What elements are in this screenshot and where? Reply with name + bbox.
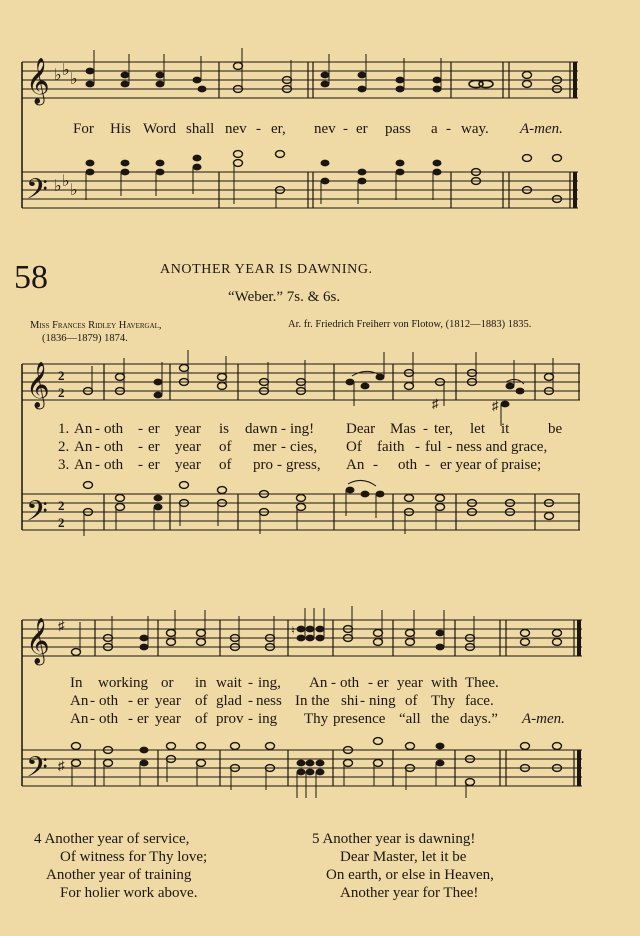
svg-text:𝄞: 𝄞 xyxy=(26,362,50,408)
lyric-syllable: days.” xyxy=(460,711,498,727)
svg-text:2: 2 xyxy=(58,515,65,530)
svg-text:♮: ♮ xyxy=(291,625,295,637)
stanza-number: 4 xyxy=(34,831,42,847)
lyric-syllable: way. xyxy=(461,121,489,137)
lyric-syllable: An xyxy=(70,693,89,709)
svg-text:2: 2 xyxy=(58,385,65,400)
lyric-syllable: - xyxy=(138,457,143,473)
svg-text:♯: ♯ xyxy=(492,398,499,413)
lyric-syllable: - xyxy=(248,711,253,727)
lyric-syllable: er xyxy=(148,421,160,437)
svg-text:♭: ♭ xyxy=(62,62,70,79)
hymn-number: 58 xyxy=(14,259,48,296)
system-1-verse-2 xyxy=(0,438,640,456)
lyric-syllable: nev xyxy=(225,121,247,137)
lyric-syllable: In xyxy=(70,675,83,691)
author-name: Miss Frances Ridley Havergal, xyxy=(30,320,162,331)
lyric-syllable: - xyxy=(90,693,95,709)
lyric-syllable: faith xyxy=(377,439,405,455)
lyric-syllable: oth xyxy=(104,421,124,437)
svg-text:♯: ♯ xyxy=(58,618,65,633)
lyric-syllable: - xyxy=(138,421,143,437)
lyric-syllable: nev xyxy=(314,121,336,137)
verse-number: 2. xyxy=(58,439,70,455)
stanza-line: Another year for Thee! xyxy=(340,885,479,901)
lyric-syllable: er year of praise; xyxy=(440,457,542,473)
lyric-syllable: - xyxy=(95,421,100,437)
lyric-syllable: pro xyxy=(253,457,273,473)
lyric-syllable: ter, xyxy=(434,421,453,437)
lyric-syllable: - xyxy=(423,421,428,437)
lyric-syllable: - xyxy=(446,121,451,137)
lyric-syllable: ness and grace, xyxy=(456,439,548,455)
lyric-syllable: prov xyxy=(216,711,244,727)
author-credit xyxy=(30,319,162,345)
lyric-syllable: with xyxy=(431,675,458,691)
svg-text:2: 2 xyxy=(58,498,65,513)
stanza-line: Dear Master, let it be xyxy=(340,849,467,865)
lyric-syllable: the xyxy=(431,711,450,727)
lyric-syllable: An xyxy=(346,457,365,473)
svg-text:𝄢: 𝄢 xyxy=(26,751,48,791)
lyric-syllable: - xyxy=(360,693,365,709)
stanza-line: On earth, or else in Heaven, xyxy=(326,867,494,883)
lyric-syllable: ing, xyxy=(258,675,281,691)
lyric-syllable: of xyxy=(195,693,208,709)
lyric-syllable: - xyxy=(425,457,430,473)
lyric-syllable: cies, xyxy=(290,439,318,455)
lyric-syllable: Dear xyxy=(346,421,376,437)
lyric-syllable: or xyxy=(161,675,174,691)
svg-text:𝄢: 𝄢 xyxy=(26,495,48,535)
lyric-syllable: year xyxy=(175,421,201,437)
tune-name: “Weber.” 7s. & 6s. xyxy=(228,289,341,305)
lyric-syllable: dawn xyxy=(245,421,278,437)
lyric-syllable: er, xyxy=(271,121,286,137)
lyric-syllable: working xyxy=(98,675,148,691)
lyric-syllable: oth xyxy=(398,457,418,473)
lyric-syllable: year xyxy=(175,439,201,455)
svg-text:♭: ♭ xyxy=(62,173,70,190)
lyric-syllable: - xyxy=(138,439,143,455)
stanza-line xyxy=(34,830,207,848)
lyric-syllable: For xyxy=(73,121,94,137)
lyric-syllable: In the xyxy=(295,693,330,709)
lyric-syllable: - xyxy=(281,439,286,455)
svg-text:♭: ♭ xyxy=(54,178,62,195)
lyric-syllable: it xyxy=(501,421,510,437)
lyric-syllable: ness xyxy=(256,693,282,709)
lyric-syllable: year xyxy=(155,711,181,727)
lyric-syllable: - xyxy=(373,457,378,473)
stanza-line xyxy=(312,830,494,848)
lyric-syllable: let xyxy=(470,421,485,437)
lyric-syllable: oth xyxy=(104,457,124,473)
lyric-syllable: be xyxy=(548,421,563,437)
lyric-syllable: - xyxy=(343,121,348,137)
svg-text:♯: ♯ xyxy=(58,758,65,773)
svg-text:𝄞: 𝄞 xyxy=(26,58,50,104)
lyric-syllable: year xyxy=(175,457,201,473)
lyric-syllable: ful xyxy=(425,439,442,455)
lyric-syllable: oth xyxy=(340,675,360,691)
stanza-line: Of witness for Thy love; xyxy=(60,849,208,865)
lyric-syllable: ning xyxy=(369,693,396,709)
lyric-syllable: - xyxy=(128,711,133,727)
amen-label: A-men. xyxy=(522,711,565,727)
lyric-syllable: er xyxy=(148,439,160,455)
lyric-syllable: mer xyxy=(253,439,277,455)
stanza-line-text: Another year is dawning! xyxy=(322,831,476,847)
lyric-syllable: er xyxy=(356,121,368,137)
lyric-syllable: - xyxy=(447,439,452,455)
lyric-syllable: ing xyxy=(258,711,278,727)
lyric-syllable: is xyxy=(219,421,230,437)
lyric-syllable: year xyxy=(397,675,423,691)
lyric-syllable: er xyxy=(148,457,160,473)
lyric-syllable: a xyxy=(431,121,438,137)
verse-number: 1. xyxy=(58,421,70,437)
system-1-verse-1 xyxy=(0,420,640,438)
lyric-syllable: - xyxy=(95,439,100,455)
svg-text:♭: ♭ xyxy=(54,67,62,84)
lyric-syllable: of xyxy=(405,693,418,709)
system-1-verse-3 xyxy=(0,456,640,474)
lyric-syllable: “all xyxy=(399,711,421,727)
svg-text:♭: ♭ xyxy=(70,182,78,199)
stanza-5 xyxy=(312,830,494,902)
lyric-syllable: shall xyxy=(186,121,215,137)
lyric-syllable: - xyxy=(277,457,282,473)
svg-text:2: 2 xyxy=(58,368,65,383)
lyric-syllable: ing! xyxy=(290,421,315,437)
author-dates: (1836—1879) 1874. xyxy=(42,333,128,344)
lyric-syllable: in xyxy=(195,675,207,691)
lyric-syllable: of xyxy=(219,457,232,473)
lyric-syllable: - xyxy=(331,675,336,691)
lyric-syllable: - xyxy=(256,121,261,137)
lyric-syllable: of xyxy=(195,711,208,727)
svg-text:𝄞: 𝄞 xyxy=(26,618,50,664)
lyric-syllable: Word xyxy=(143,121,176,137)
svg-text:♯: ♯ xyxy=(432,396,439,411)
system-2-verse-1 xyxy=(0,674,640,692)
stanza-line: Another year of training xyxy=(46,867,192,883)
lyric-syllable: - xyxy=(128,693,133,709)
lyric-syllable: year xyxy=(155,693,181,709)
lyric-syllable: oth xyxy=(99,711,119,727)
stanza-number: 5 xyxy=(312,831,320,847)
hymn-title: ANOTHER YEAR IS DAWNING. xyxy=(160,262,373,277)
lyric-syllable: shi xyxy=(341,693,359,709)
system-2-verse-3 xyxy=(0,710,640,728)
amen-label: A-men. xyxy=(520,121,563,137)
stanza-4 xyxy=(34,830,207,902)
stanza-line: For holier work above. xyxy=(60,885,198,901)
stanza-line-text: Another year of service, xyxy=(44,831,190,847)
lyric-syllable: - xyxy=(90,711,95,727)
lyric-syllable: glad xyxy=(216,693,242,709)
lyric-syllable: Thy xyxy=(431,693,456,709)
lyric-syllable: An xyxy=(70,711,89,727)
lyric-syllable: er xyxy=(137,693,149,709)
composer-credit: Ar. fr. Friedrich Freiherr von Flotow, (1812—1883) 1835. xyxy=(288,319,532,330)
lyric-syllable: His xyxy=(110,121,131,137)
lyric-syllable: pass xyxy=(385,121,411,137)
system-2-verse-2 xyxy=(0,692,640,710)
lyric-syllable: gress, xyxy=(286,457,321,473)
lyric-syllable: oth xyxy=(99,693,119,709)
lyric-syllable: of xyxy=(219,439,232,455)
lyric-syllable: An xyxy=(74,421,93,437)
lyric-syllable: - xyxy=(415,439,420,455)
lyric-syllable: - xyxy=(248,693,253,709)
lyric-syllable: Thy xyxy=(304,711,329,727)
lyric-syllable: face. xyxy=(465,693,494,709)
top-system-lyric xyxy=(0,120,640,138)
lyric-syllable: - xyxy=(248,675,253,691)
svg-text:𝄢: 𝄢 xyxy=(26,173,48,213)
lyric-syllable: er xyxy=(137,711,149,727)
lyric-syllable: - xyxy=(368,675,373,691)
lyric-syllable: - xyxy=(95,457,100,473)
lyric-syllable: An xyxy=(74,457,93,473)
lyric-syllable: Thee. xyxy=(465,675,499,691)
lyric-syllable: Of xyxy=(346,439,362,455)
lyric-syllable: An xyxy=(74,439,93,455)
lyric-syllable: wait xyxy=(216,675,242,691)
lyric-syllable: - xyxy=(281,421,286,437)
lyric-syllable: An xyxy=(309,675,328,691)
lyric-syllable: Mas xyxy=(390,421,416,437)
svg-text:♭: ♭ xyxy=(70,71,78,88)
verse-number: 3. xyxy=(58,457,70,473)
lyric-syllable: presence xyxy=(333,711,386,727)
lyric-syllable: er xyxy=(377,675,389,691)
lyric-syllable: oth xyxy=(104,439,124,455)
